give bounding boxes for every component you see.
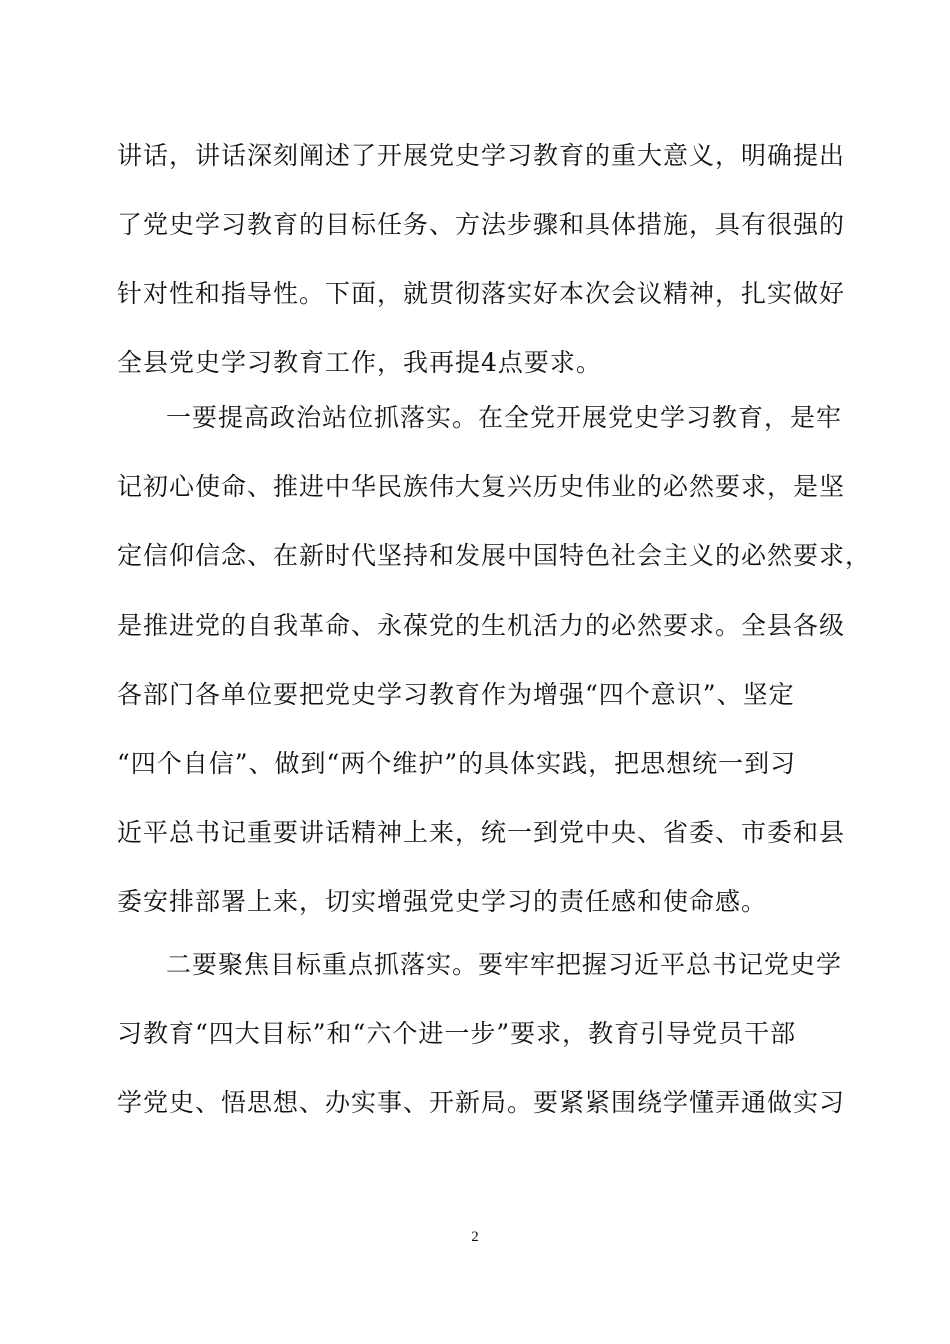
- body-line-2: 了党史学习教育的目标任务、方法步骤和具体措施，具有很强的: [117, 210, 846, 239]
- paragraph-2-first-line: 二要聚焦目标重点抓落实。要牢牢把握习近平总书记党史学: [166, 950, 843, 979]
- body-line-14: 习教育“四大目标”和“六个进一步”要求，教育引导党员干部: [117, 1019, 797, 1048]
- page-number: 2: [471, 1229, 479, 1245]
- body-line-8: 是推进党的自我革命、永葆党的生机活力的必然要求。全县各级: [117, 611, 846, 640]
- body-line-3: 针对性和指导性。下面，就贯彻落实好本次会议精神，扎实做好: [117, 279, 846, 308]
- body-line-11: 近平总书记重要讲话精神上来，统一到党中央、省委、市委和县: [117, 818, 846, 847]
- body-line-15: 学党史、悟思想、办实事、开新局。要紧紧围绕学懂弄通做实习: [117, 1088, 846, 1117]
- body-line-6: 记初心使命、推进中华民族伟大复兴历史伟业的必然要求，是坚: [117, 472, 846, 501]
- body-line-7: 定信仰信念、在新时代坚持和发展中国特色社会主义的必然要求，: [117, 541, 872, 570]
- body-line-10: “四个自信”、做到“两个维护”的具体实践，把思想统一到习: [117, 749, 797, 778]
- body-line-4: 全县党史学习教育工作，我再提4点要求。: [117, 348, 602, 377]
- body-line-1: 讲话，讲话深刻阐述了开展党史学习教育的重大意义，明确提出: [117, 141, 846, 170]
- body-line-9: 各部门各单位要把党史学习教育作为增强“四个意识”、坚定: [117, 680, 795, 709]
- body-line-12: 委安排部署上来，切实增强党史学习的责任感和使命感。: [117, 887, 768, 916]
- paragraph-1-first-line: 一要提高政治站位抓落实。在全党开展党史学习教育，是牢: [166, 403, 843, 432]
